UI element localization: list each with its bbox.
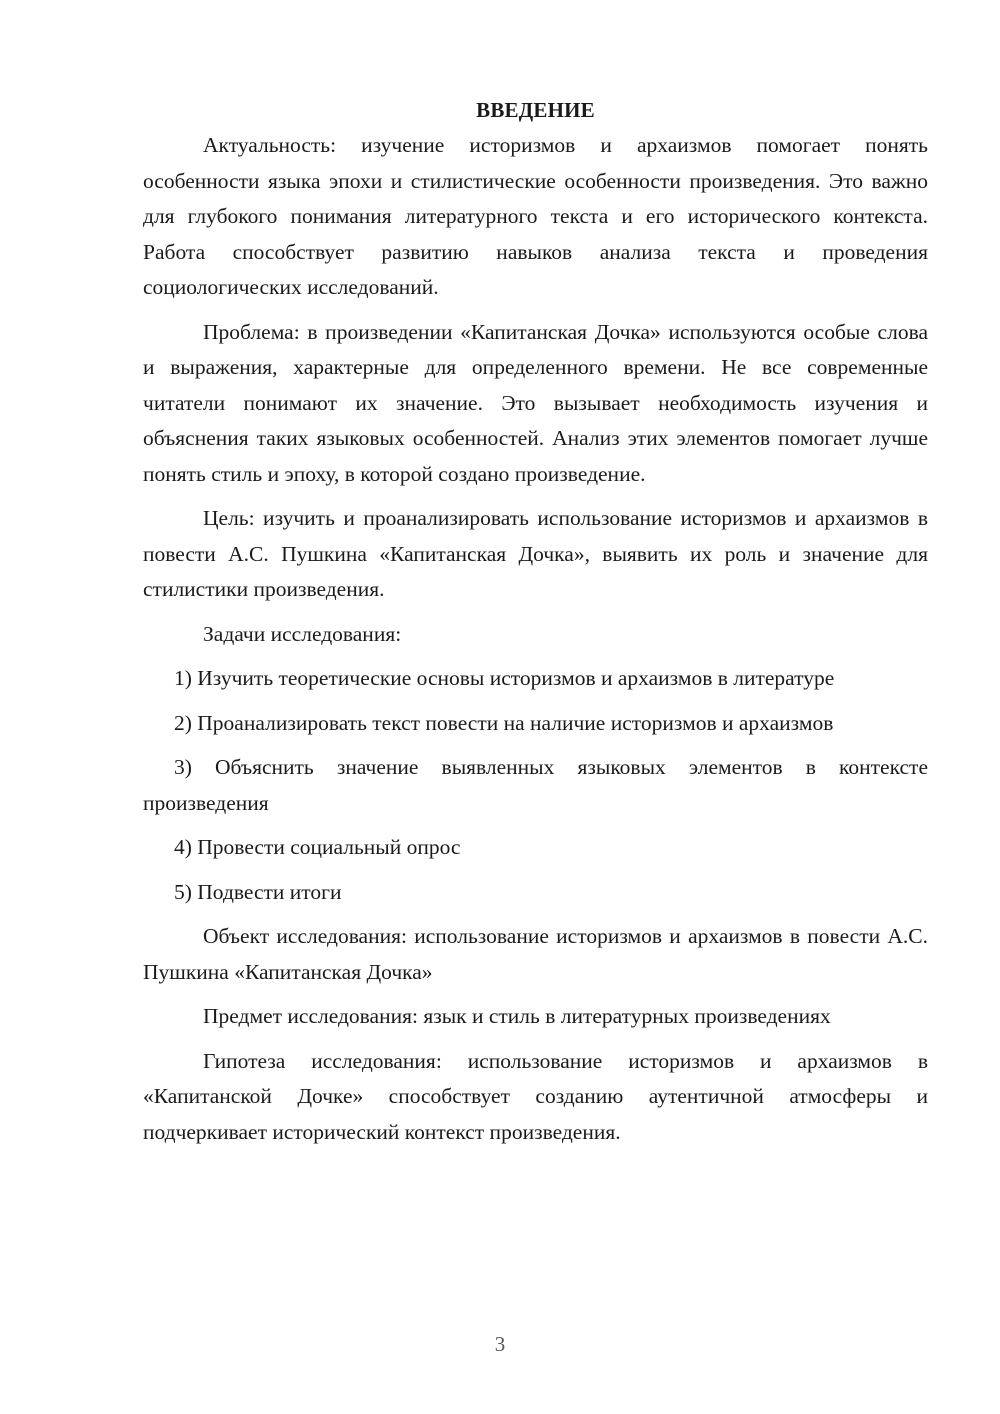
object-paragraph: Объект исследования: использование историзмов и архаизмов в повести А.С. Пушкина «Капитанская Дочка»	[143, 924, 928, 984]
tasks-title: Задачи исследования:	[203, 621, 402, 646]
list-item: 2) Проанализировать текст повести на наличие историзмов и архаизмов	[174, 710, 834, 735]
problem-paragraph: Проблема: в произведении «Капитанская Дочка» используются особые слова и выражения, характерные для определенного времени. Не все современные читатели понимают их значение. Это вызывает необходимость изучения и объяснения таких языковых особенностей. Анализ этих элементов помогает лучше понять стиль и эпоху, в которой создано произведение.	[143, 319, 928, 486]
hypothesis-paragraph: Гипотеза исследования: использование историзмов и архаизмов в «Капитанской Дочке» способствует созданию аутентичной атмосферы и подчеркивает исторический контекст произведения.	[143, 1048, 928, 1144]
list-item: 5) Подвести итоги	[174, 879, 342, 904]
section-heading: ВВЕДЕНИЕ	[476, 98, 595, 122]
subject-paragraph: Предмет исследования: язык и стиль в литературных произведениях	[203, 1004, 831, 1028]
document-page	[143, 92, 928, 1159]
tasks-list	[143, 661, 928, 910]
relevance-paragraph: Актуальность: изучение историзмов и архаизмов помогает понять особенности языка эпохи и стилистические особенности произведения. Это важно для глубокого понимания литературного текста и его исторического контекста. Работа способствует развитию навыков анализа текста и проведения социологических исследований.	[143, 133, 928, 299]
page-number: 3	[494, 1332, 506, 1356]
list-item: 4) Провести социальный опрос	[174, 835, 461, 859]
list-item: 3) Объяснить значение выявленных языковых элементов в контексте произведения	[143, 755, 928, 815]
list-item: 1) Изучить теоретические основы историзмов и архаизмов в литературе	[174, 666, 835, 690]
goal-paragraph: Цель: изучить и проанализировать использование историзмов и архаизмов в повести А.С. Пушкина «Капитанская Дочка», выявить их роль и значение для стилистики произведения.	[143, 506, 928, 601]
